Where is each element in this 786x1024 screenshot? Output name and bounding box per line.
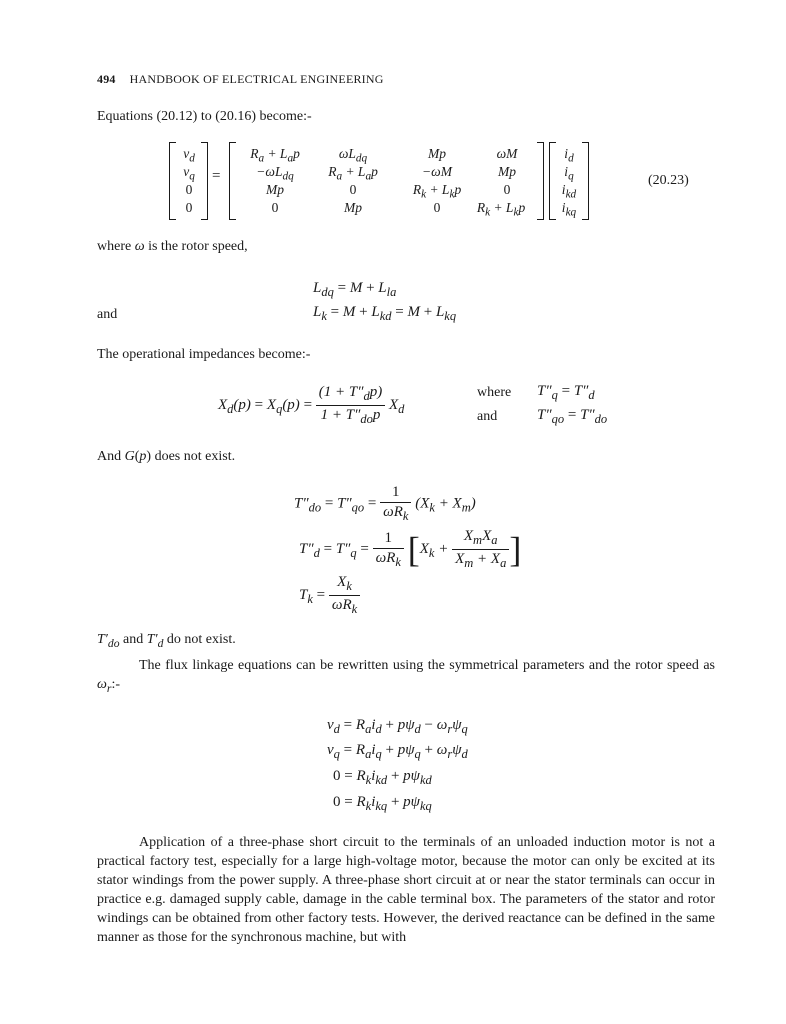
matrix-cell: 0	[271, 200, 279, 215]
matrix-cell: Mp	[428, 146, 446, 161]
tq-equation: $T''_q = T''_d$	[537, 383, 595, 402]
flux-paragraph: The flux linkage equations can be rewritten using the symmetrical parameters and the rotor speed as $\omega_r:-$	[97, 658, 715, 695]
equation-number: (20.23)	[648, 173, 689, 188]
flux-eq-vq: $v_q = R_ai_q + p\psi_q + \omega_r\psi_d$	[327, 742, 468, 761]
and-label: and	[97, 307, 118, 322]
matrix-cell: $R_a + L_ap$	[328, 164, 378, 183]
where-rotor-text: where ω is the rotor speed,	[97, 239, 248, 254]
g-note: And G(p) does not exist.	[97, 449, 236, 464]
ldq-equation: $L_{dq} = M + L_{la}$	[313, 280, 397, 299]
matrix-cell: 0	[503, 182, 511, 197]
matrix-left-bracket	[229, 142, 236, 220]
matrix-cell: Mp	[344, 200, 362, 215]
matrix-cell: $R_k + L_kp$	[476, 200, 526, 219]
rhs-entry: $i_{kd}$	[561, 182, 577, 201]
and-label-2: and	[477, 409, 498, 424]
operational-impedance-equation: $X_d(p) = X_q(p)$ = $\frac{(1 + T''_dp)}{1 + T''_{do}p}$ $X_d$	[218, 384, 405, 426]
flux-eq-kd: $0 = R_ki_{kd} + p\psi_{kd}$	[333, 768, 432, 787]
matrix-cell: 0	[433, 200, 441, 215]
matrix-equation	[0, 142, 786, 222]
matrix-cell: Mp	[498, 164, 516, 179]
tqo-equation: $T''_{qo} = T''_{do}$	[537, 407, 608, 426]
intro-text: Equations (20.12) to (20.16) become:-	[97, 109, 312, 124]
page-header	[97, 72, 384, 87]
matrix-cell: $R_k + L_kp$	[412, 182, 462, 201]
rhs-entry: $i_q$	[564, 164, 574, 183]
matrix-cell: Mp	[266, 182, 284, 197]
page-number: 494	[97, 72, 116, 86]
lhs-entry: 0	[185, 200, 193, 215]
equals-sign: =	[212, 168, 221, 184]
flux-eq-kq: $0 = R_ki_{kq} + p\psi_{kq}$	[333, 794, 432, 813]
flux-eq-vd: $v_d = R_ai_d + p\psi_d - \omega_r\psi_q$	[327, 717, 468, 736]
matrix-cell: $R_a + L_ap$	[250, 146, 300, 165]
where-label: where	[477, 385, 512, 400]
matrix-cell: −ωM	[422, 164, 452, 179]
tdo-equation: $T''_{do} = T''_{qo}$ = $\frac{1}{\omega R_k}$ $(X_k + X_m)$	[294, 484, 476, 523]
rhs-entry: $i_{kq}$	[561, 200, 577, 219]
application-text: Application of a three-phase short circuit to the terminals of an unloaded induction motor is not a practical factory test, especially for a large high-voltage motor, because the motor can only be excited at its stator windings from the power supply. A three-phase short circuit at or near the stator terminals can occur in practice e.g. damaged supply cable, damage in the cable terminal box. The parameters of the stator and rotor windings can be obtained from other factory tests. However, the derived reactance can be defined in the same manner as those for the synchronous machine, but with	[97, 835, 715, 945]
tdo-note: $T'_{do}$ and $T'_d$ do not exist.	[97, 632, 236, 650]
operational-intro: The operational impedances become:-	[97, 347, 311, 362]
matrix-cell: ωM	[496, 146, 518, 161]
application-paragraph	[97, 833, 715, 947]
lhs-entry: $v_q$	[183, 164, 195, 183]
matrix-cell: $-\omega L_{dq}$	[256, 164, 294, 183]
tk-equation: $T_k$ = $\frac{X_k}{\omega R_k}$	[299, 574, 360, 617]
td-equation: $T''_d = T''_q$ = $\frac{1}{\omega R_k}$ [$X_k$ + $\frac{X_mX_a}{X_m + X_a}$ ]	[299, 528, 522, 570]
lhs-entry: $v_d$	[183, 146, 195, 165]
lhs-entry: 0	[185, 182, 193, 197]
header-title: HANDBOOK OF ELECTRICAL ENGINEERING	[129, 72, 384, 86]
matrix-cell: $\omega L_{dq}$	[338, 146, 368, 165]
rhs-entry: $i_d$	[564, 146, 574, 165]
matrix-cell: 0	[349, 182, 357, 197]
lk-equation: $L_k = M + L_{kd} = M + L_{kq}$	[313, 304, 457, 323]
